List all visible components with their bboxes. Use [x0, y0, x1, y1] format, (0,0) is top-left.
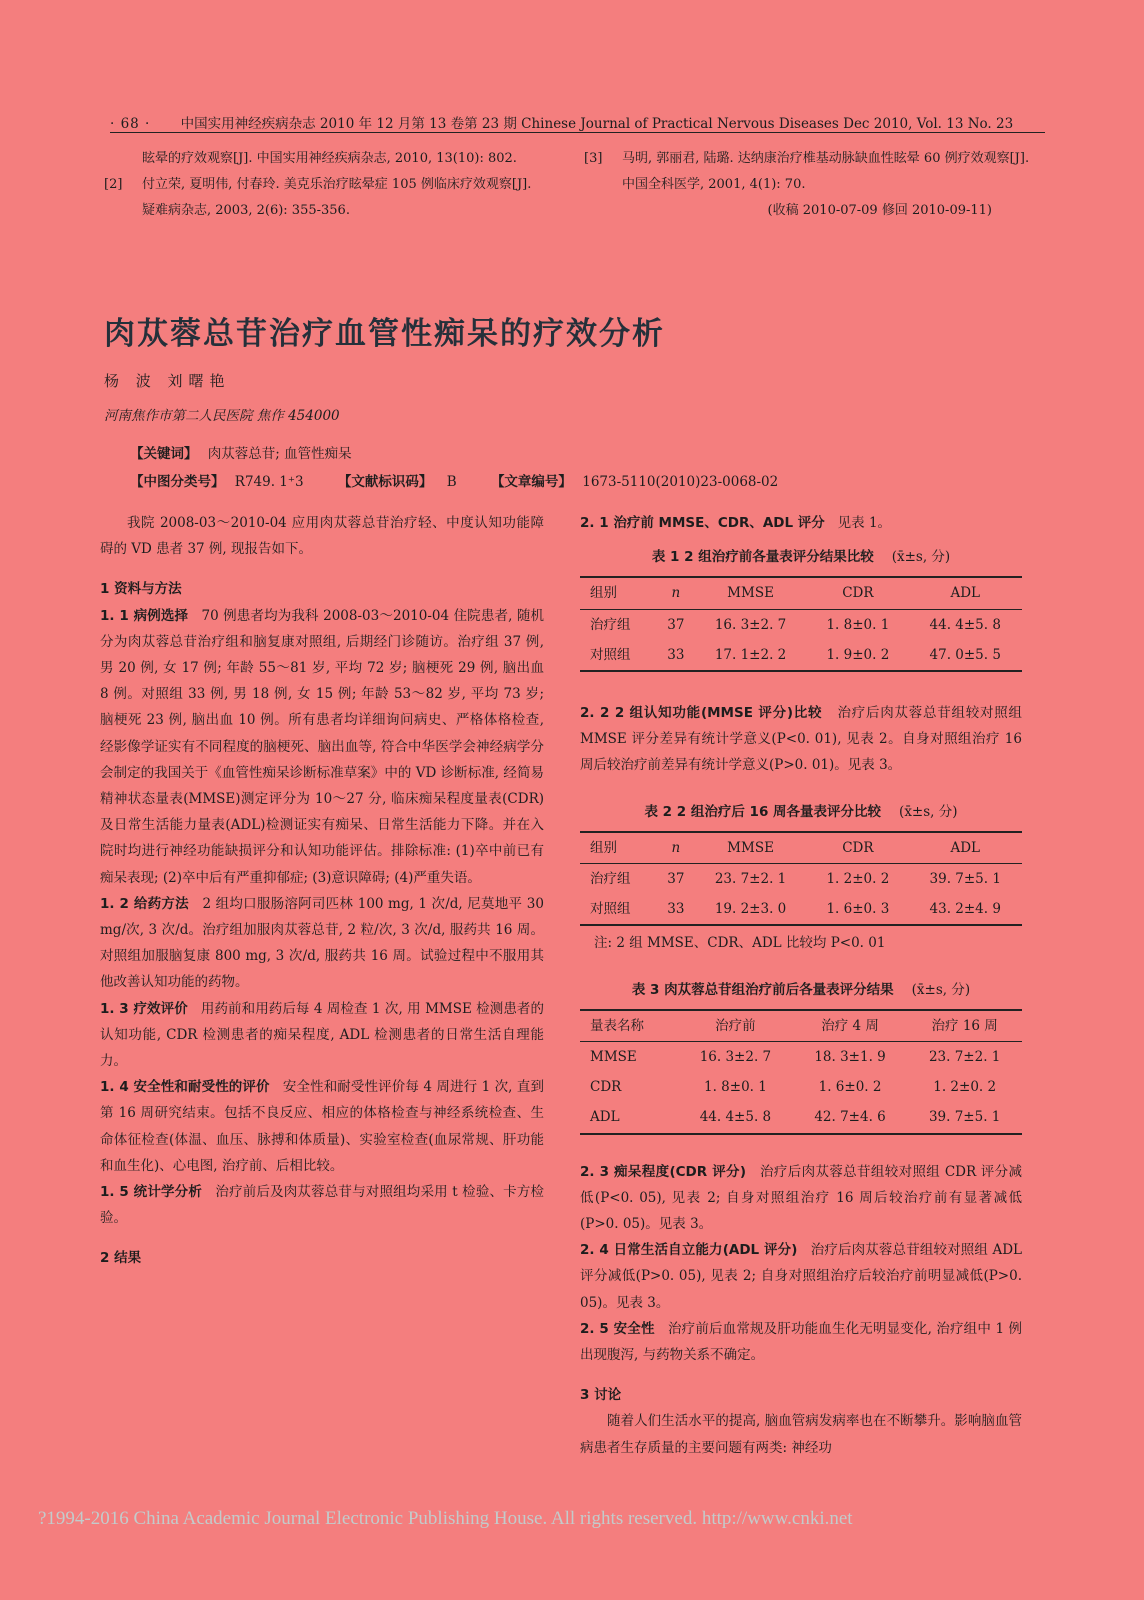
subsection-heading: 2. 1 治疗前 MMSE、CDR、ADL 评分 — [580, 515, 825, 531]
subsection-heading: 1. 1 病例选择 — [100, 607, 189, 624]
table-1-caption — [580, 544, 1022, 570]
paragraph-2-4 — [580, 1237, 1022, 1316]
header-rule — [110, 132, 1045, 133]
table-row: 对照组 33 17. 1±2. 2 1. 9±0. 2 47. 0±5. 5 — [580, 640, 1022, 671]
table-2-caption — [580, 799, 1022, 825]
table-3-caption — [580, 977, 1022, 1003]
intro-paragraph: 我院 2008-03～2010-04 应用肉苁蓉总苷治疗轻、中度认知功能障碍的 VD 患者 37 例, 现报告如下。 — [100, 515, 544, 558]
reference-item — [104, 146, 548, 172]
paragraph-text: 治疗前后及肉苁蓉总苷与对照组均采用 t 检验、卡方检验。 — [100, 1184, 544, 1227]
paragraph-text: 2 组均口服肠溶阿司匹林 100 mg, 1 次/d, 尼莫地平 30 mg/次, 3 次/d。治疗组加服肉苁蓉总苷, 2 粒/次, 3 次/d, 服药共 16 周。对照组加服脑复康 800 mg, 3 次/d, 服药共 16 周。试验过程中不服用其他改善认知功能的药物。 — [100, 895, 544, 991]
table-unit: (x̄±s, 分) — [899, 803, 958, 820]
paragraph-text: 安全性和耐受性评价每 4 周进行 1 次, 直到第 16 周研究结束。包括不良反应、相应的体格检查与神经系统检查、生命体征检查(体温、血压、脉搏和体质量)、实验室检查(血尿常规、肝功能和血生化)、心电图, 治疗前、后相比较。 — [100, 1079, 544, 1174]
reference-number: [2] — [104, 177, 123, 192]
reference-item — [104, 172, 548, 224]
table-2 — [580, 831, 1022, 927]
table-1 — [580, 576, 1022, 672]
section-heading: 1 资料与方法 — [100, 581, 182, 598]
reference-text: 眩晕的疗效观察[J]. 中国实用神经疾病杂志, 2010, 13(10): 802. — [142, 151, 517, 166]
paragraph-text: 用药前和用药后每 4 周检查 1 次, 用 MMSE 检测患者的认知功能, CDR 检测患者的痴呆程度, ADL 检测患者的日常生活自理能力。 — [100, 1000, 544, 1070]
keywords: 肉苁蓉总苷; 血管性痴呆 — [207, 446, 352, 462]
subsection-heading: 2. 5 安全性 — [580, 1320, 655, 1337]
reference-text: 马明, 郭丽君, 陆璐. 达纳康治疗椎基动脉缺血性眩晕 60 例疗效观察[J]. 中国全科医学, 2001, 4(1): 70. — [622, 151, 1030, 192]
paragraph-1-3 — [100, 996, 544, 1075]
article-title: 肉苁蓉总苷治疗血管性痴呆的疗效分析 — [104, 316, 665, 352]
table-3 — [580, 1009, 1022, 1135]
table-unit: (x̄±s, 分) — [911, 981, 971, 998]
subsection-heading: 2. 2 2 组认知功能(MMSE 评分)比较 — [580, 705, 823, 722]
received-date: (收稿 2010-07-09 修回 2010-09-11) — [767, 203, 992, 218]
section-heading: 3 讨论 — [580, 1387, 622, 1404]
paragraph-2-5 — [580, 1316, 1022, 1368]
doc-code: B — [446, 474, 457, 490]
classification-line — [130, 470, 778, 490]
table-row: CDR 1. 8±0. 1 1. 6±0. 2 1. 2±0. 2 — [590, 1079, 997, 1096]
table-title: 表 2 2 组治疗后 16 周各量表评分比较 — [644, 803, 882, 820]
subsection-heading: 1. 2 给药方法 — [100, 895, 189, 912]
reference-item — [584, 146, 1030, 198]
paragraph-text: 治疗后肉苁蓉总苷组较对照组 MMSE 评分差异有统计学意义(P<0. 01), 见表 2。自身对照组治疗 16 周后较治疗前差异有统计学意义(P>0. 01)。见表 3。 — [580, 705, 1023, 774]
reference-number: [3] — [584, 151, 603, 166]
table-2-note: 注: 2 组 MMSE、CDR、ADL 比较均 P<0. 01 — [594, 935, 886, 952]
paragraph-1-1 — [100, 603, 544, 891]
paragraph-2-1 — [580, 510, 1022, 536]
table-row: ADL 44. 4±5. 8 42. 7±4. 6 39. 7±5. 1 — [580, 1102, 1022, 1133]
clc-label: 【中图分类号】 — [130, 474, 225, 490]
right-column — [580, 510, 1022, 1461]
table-row: 治疗组 37 23. 7±2. 1 1. 2±0. 2 39. 7±5. 1 — [590, 871, 1001, 888]
paragraph-text: 治疗前后血常规及肝功能血生化无明显变化, 治疗组中 1 例出现腹泻, 与药物关系不确定。 — [580, 1320, 1022, 1364]
journal-line: 中国实用神经疾病杂志 2010 年 12 月第 13 卷第 23 期 Chinese Journal of Practical Nervous Diseases Dec 2010, Vol. 13 No. 23 — [180, 116, 1014, 132]
article-number-label: 【文章编号】 — [490, 474, 572, 490]
clc-code: R749. 1⁺3 — [234, 474, 304, 490]
paragraph-1-4 — [100, 1074, 544, 1179]
affiliation: 河南焦作市第二人民医院 焦作 454000 — [104, 408, 340, 424]
table-row: 治疗组 37 16. 3±2. 7 1. 8±0. 1 44. 4±5. 8 — [590, 616, 1001, 633]
table-row: 对照组 33 19. 2±3. 0 1. 6±0. 3 43. 2±4. 9 — [580, 894, 1022, 925]
paragraph-1-5 — [100, 1179, 544, 1231]
reference-text: 付立荣, 夏明伟, 付春玲. 美克乐治疗眩晕症 105 例临床疗效观察[J]. 疑难病杂志, 2003, 2(6): 355-356. — [142, 177, 532, 218]
table-unit: (x̄±s, 分) — [891, 549, 951, 566]
article-number: 1673-5110(2010)23-0068-02 — [582, 474, 779, 490]
page-number: · 68 · — [110, 116, 151, 132]
table-header-row: 组别 n MMSE CDR ADL — [580, 832, 1022, 864]
left-column — [100, 510, 544, 1272]
subsection-heading: 1. 4 安全性和耐受性的评价 — [100, 1079, 270, 1096]
keywords-line — [130, 442, 352, 462]
paragraph-2-3 — [580, 1159, 1022, 1238]
references-right — [584, 146, 1030, 224]
references-left — [104, 146, 548, 224]
paragraph-2-2 — [580, 700, 1022, 779]
subsection-heading: 1. 5 统计学分析 — [100, 1184, 203, 1201]
table-header-row: 组别 n MMSE CDR ADL — [580, 577, 1022, 609]
paragraph-text: 治疗后肉苁蓉总苷组较对照组 ADL 评分减低(P>0. 05), 见表 2; 自身对照组治疗后较治疗前明显减低(P>0. 05)。见表 3。 — [580, 1242, 1022, 1311]
table-title: 表 1 2 组治疗前各量表评分结果比较 — [651, 549, 874, 566]
running-header — [110, 112, 1045, 132]
paragraph-text: 治疗后肉苁蓉总苷组较对照组 CDR 评分减低(P<0. 05), 见表 2; 自身对照组治疗 16 周后较治疗前有显著减低(P>0. 05)。见表 3。 — [580, 1163, 1022, 1233]
subsection-heading: 2. 3 痴呆程度(CDR 评分) — [580, 1163, 747, 1180]
discussion-paragraph: 随着人们生活水平的提高, 脑血管病发病率也在不断攀升。影响脑血管病患者生存质量的主要问题有两类: 神经功 — [580, 1413, 1022, 1456]
paragraph-1-2 — [100, 891, 544, 996]
keywords-label: 【关键词】 — [130, 446, 198, 462]
doc-code-label: 【文献标识码】 — [337, 474, 433, 490]
section-heading: 2 结果 — [100, 1250, 142, 1267]
table-header-row: 量表名称 治疗前 治疗 4 周 治疗 16 周 — [580, 1010, 1022, 1042]
subsection-heading: 2. 4 日常生活自立能力(ADL 评分) — [580, 1242, 798, 1259]
paragraph-text: 见表 1。 — [837, 515, 892, 531]
table-row: MMSE 16. 3±2. 7 18. 3±1. 9 23. 7±2. 1 — [590, 1049, 1001, 1066]
copyright-footer: ?1994-2016 China Academic Journal Electronic Publishing House. All rights reserved. http://www.cnki.net — [38, 1508, 853, 1529]
subsection-heading: 1. 3 疗效评价 — [100, 1000, 188, 1017]
table-title: 表 3 肉苁蓉总苷组治疗前后各量表评分结果 — [631, 981, 894, 998]
authors: 杨 波 刘曙艳 — [104, 372, 231, 390]
paragraph-text: 70 例患者均为我科 2008-03～2010-04 住院患者, 随机分为肉苁蓉总苷治疗组和脑复康对照组, 后期经门诊随访。治疗组 37 例, 男 20 例, 女 17 例; 年龄 55～81 岁, 平均 72 岁; 脑梗死 29 例, 脑出血 8 例。对照组 33 例, 男 18 例, 女 15 例; 年龄 53～82 岁, 平均 73 岁; 脑梗死 23 例, 脑出血 10 例。所有患者均详细询问病史、严格体格检查, 经影像学证实有不同程度的脑梗死、脑出血等, 符合中华医学会神经病学分会制定的我国关于《血管性痴呆诊断标准草案》中的 VD 诊断标准, 经简易精神状态量表(MMSE)测定评分为 10～27 分, 临床痴呆程度量表(CDR)及日常生活能力量表(ADL)检测证实有痴呆、日常生活能力下降。并在入院时均进行神经功能缺损评分和认知功能评估。排除标准: (1)卒中前已有痴呆表现; (2)卒中后有严重抑郁症; (3)意识障碍; (4)严重失语。 — [100, 607, 545, 886]
